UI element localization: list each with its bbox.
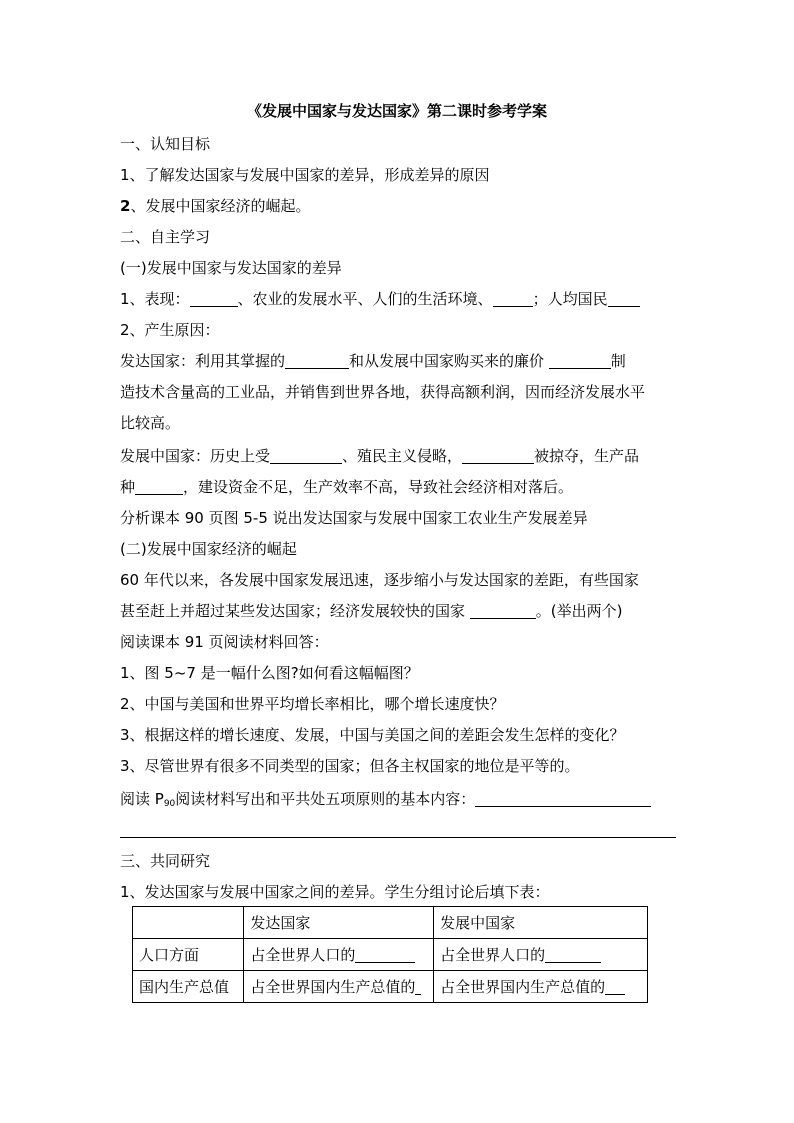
section-3-heading: 三、共同研究 bbox=[120, 852, 211, 870]
goal-2 bbox=[120, 196, 676, 216]
developing-reason-line-1 bbox=[120, 446, 676, 466]
developed-reason-line-2: 造技术含量高的工业品，并销售到世界各地，获得高额利润，因而经济发展水平 bbox=[120, 383, 646, 401]
table-header-row bbox=[133, 907, 648, 939]
fill-blank[interactable] bbox=[355, 946, 415, 963]
reading-question-4: 3、尽管世界有很多不同类型的国家；但各主权国家的地位是平等的。 bbox=[120, 757, 580, 775]
fill-blank[interactable] bbox=[190, 290, 238, 307]
read-p91-instruction: 阅读课本 91 页阅读材料回答： bbox=[120, 633, 329, 651]
question-1-line bbox=[120, 289, 676, 309]
text-segment: 制 bbox=[610, 352, 626, 370]
analyze-instruction: 分析课本 90 页图 5-5 说出发达国家与发展中国家工农业生产发展差异 bbox=[120, 509, 588, 527]
text-segment: 。(举出两个) bbox=[535, 602, 623, 620]
reading-question-3: 3、根据这样的增长速度、发展，中国与美国之间的差距会发生怎样的变化？ bbox=[120, 726, 625, 744]
table-cell[interactable] bbox=[434, 971, 648, 1003]
table-row bbox=[133, 939, 648, 971]
rise-line-1: 60 年代以来，各发展中国家发展迅速，逐步缩小与发达国家的差距，有些国家 bbox=[120, 571, 639, 589]
goal-2-text: 、发展中国家经济的崛起。 bbox=[130, 197, 311, 215]
rise-line-2 bbox=[120, 601, 676, 621]
table-header-cell bbox=[133, 907, 244, 939]
fill-blank[interactable] bbox=[545, 946, 601, 963]
q1-label: 1、表现： bbox=[120, 290, 190, 308]
reading-question-1: 1、图 5~7 是一幅什么图?如何看这幅幅图？ bbox=[120, 664, 419, 682]
reading-question-2: 2、中国与美国和世界平均增长率相比，哪个增长速度快？ bbox=[120, 695, 505, 713]
table-cell: 国内生产总值 bbox=[133, 971, 244, 1003]
q1-text-end: ；人均国民 bbox=[532, 290, 608, 308]
section-2-heading: 二、自主学习 bbox=[120, 228, 211, 246]
cell-text: 占全世界人口的 bbox=[250, 946, 356, 964]
section-3-question-1: 1、发达国家与发展中国家之间的差异。学生分组讨论后填下表： bbox=[120, 883, 550, 901]
text-segment: ，建设资金不足，生产效率不高，导致社会经济相对落后。 bbox=[183, 478, 574, 496]
developed-reason-line-1 bbox=[120, 351, 676, 371]
cell-text: 占全世界国内生产总值的 bbox=[250, 978, 416, 996]
table-header-cell: 发达国家 bbox=[244, 907, 434, 939]
fill-blank[interactable] bbox=[475, 790, 651, 807]
fill-blank[interactable] bbox=[470, 602, 536, 619]
read-p90-instruction bbox=[120, 789, 676, 814]
text-segment: 甚至赶上并超过某些发达国家；经济发展较快的国家 bbox=[120, 602, 470, 620]
goal-1: 1、了解发达国家与发展中国家的差异，形成差异的原因 bbox=[120, 166, 490, 184]
fill-blank[interactable] bbox=[493, 290, 533, 307]
fill-blank[interactable] bbox=[608, 290, 640, 307]
cell-text: 占全世界人口的 bbox=[440, 946, 546, 964]
part-2-heading: (二)发展中国家经济的崛起 bbox=[120, 540, 297, 558]
text-segment: 和从发展中国家购买来的廉价 bbox=[349, 352, 549, 370]
table-cell[interactable] bbox=[434, 939, 648, 971]
fill-blank[interactable] bbox=[605, 978, 625, 995]
text-segment: 、殖民主义侵略， bbox=[342, 447, 463, 465]
fill-blank[interactable] bbox=[549, 352, 611, 369]
fill-blank[interactable] bbox=[285, 352, 349, 369]
table-cell[interactable] bbox=[244, 971, 434, 1003]
fill-blank[interactable] bbox=[270, 447, 342, 464]
fill-blank[interactable] bbox=[415, 978, 421, 995]
goal-2-number: 2 bbox=[120, 197, 131, 215]
section-1-heading: 一、认知目标 bbox=[120, 135, 211, 153]
table-cell[interactable] bbox=[244, 939, 434, 971]
text-segment: 阅读材料写出和平共处五项原则的基本内容： bbox=[175, 790, 476, 808]
text-segment: 种 bbox=[120, 478, 136, 496]
text-segment: 阅读 P bbox=[120, 790, 164, 808]
table-header-cell: 发展中国家 bbox=[434, 907, 648, 939]
answer-line[interactable] bbox=[120, 837, 676, 838]
table-cell: 人口方面 bbox=[133, 939, 244, 971]
cell-text: 占全世界国内生产总值的 bbox=[440, 978, 606, 996]
text-segment: 发达国家：利用其掌握的 bbox=[120, 352, 286, 370]
page-subscript: 90 bbox=[163, 799, 176, 809]
developed-reason-line-3: 比较高。 bbox=[120, 414, 181, 432]
text-segment: 被掠夺，生产品 bbox=[534, 447, 640, 465]
comparison-table bbox=[132, 906, 648, 1003]
q1-text: 、农业的发展水平、人们的生活环境、 bbox=[237, 290, 493, 308]
table-row bbox=[133, 971, 648, 1003]
fill-blank[interactable] bbox=[135, 478, 183, 495]
question-2-line: 2、产生原因： bbox=[120, 321, 220, 339]
text-segment: 发展中国家：历史上受 bbox=[120, 447, 271, 465]
part-1-heading: (一)发展中国家与发达国家的差异 bbox=[120, 259, 342, 277]
fill-blank[interactable] bbox=[462, 447, 534, 464]
developing-reason-line-2 bbox=[120, 477, 676, 497]
document-title: 《发展中国家与发达国家》第二课时参考学案 bbox=[246, 102, 547, 120]
